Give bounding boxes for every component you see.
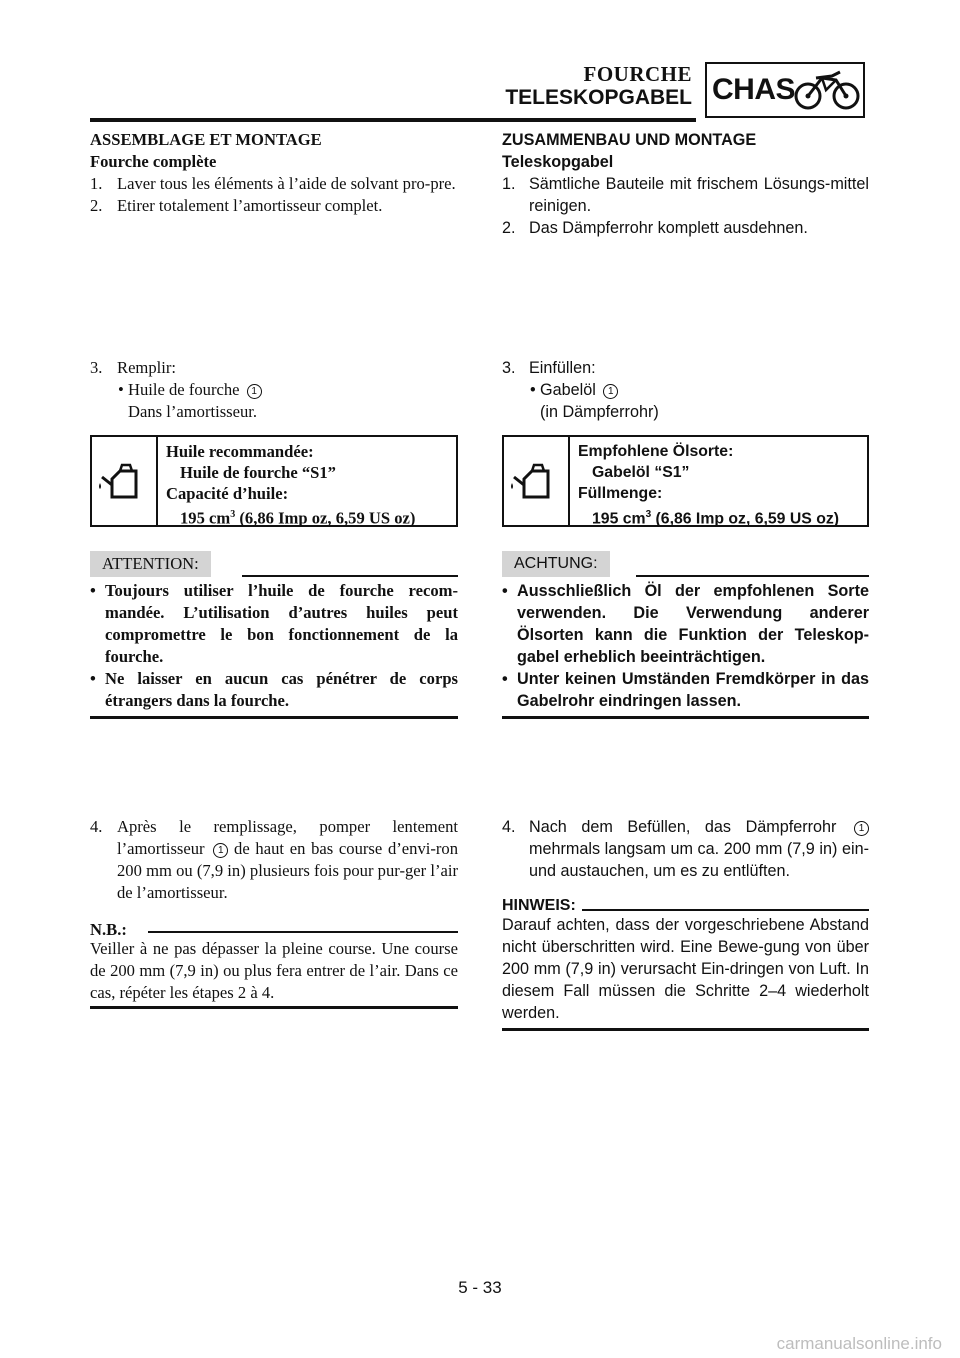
de-note-text: Darauf achten, dass der vorgeschriebene Abstand nicht überschritten wird. Eine Bewe-gung von über 200 mm (7,9 in) verursacht Ein-dringen von Luft. In diesem Fall müssen die Schritte 2–4 wiederholt werden. bbox=[502, 916, 869, 1022]
fr-caution-end-rule bbox=[90, 716, 458, 719]
header-title-de: TELESKOPGABEL bbox=[505, 86, 692, 109]
page-number: 5 - 33 bbox=[458, 1278, 502, 1297]
de-caution-end-rule bbox=[502, 716, 869, 719]
de-note-label: HINWEIS: bbox=[502, 897, 576, 914]
fr-step-1: 1. Laver tous les éléments à l’aide de solvant pro-pre. bbox=[90, 174, 456, 193]
de-caution-item: • Unter keinen Umständen Fremdkörper in das Gabelrohr eindringen lassen. bbox=[502, 670, 869, 710]
header-title-fr: FOURCHE bbox=[583, 62, 692, 86]
fr-step-4: 4. Après le remplissage, pomper lentement l’amortisseur 1 de haut en bas course d’envi-ron 200 mm ou (7,9 in) plusieurs fois pour pur-ger l’air de l’amortisseur. bbox=[90, 817, 458, 902]
fr-caution-rule bbox=[242, 575, 458, 577]
motorcycle-icon bbox=[792, 66, 862, 114]
fr-heading: ASSEMBLAGE ET MONTAGE bbox=[90, 130, 322, 149]
oil-can-icon bbox=[504, 437, 570, 525]
fr-step-3: 3. Remplir: • Huile de fourche 1 Dans l’amortisseur. bbox=[90, 357, 458, 423]
fr-note-text: Veiller à ne pas dépasser la pleine course. Une course de 200 mm (7,9 in) ou plus fera entrer de l’air. Dans ce cas, répéter les étapes 2 à 4. bbox=[90, 939, 458, 1002]
de-note-rule bbox=[582, 909, 869, 911]
de-step-2: 2. Das Dämpferrohr komplett ausdehnen. bbox=[502, 219, 808, 237]
de-caution-label: ACHTUNG: bbox=[502, 551, 610, 577]
ref-1-icon: 1 bbox=[854, 821, 869, 836]
fr-note-end-rule bbox=[90, 1006, 458, 1009]
de-spec-box: Empfohlene Ölsorte: Gabelöl “S1” Füllmenge: 195 $cm^3$ (6,86 Imp oz, 6,59 US oz) bbox=[502, 435, 869, 527]
de-step-3: 3. Einfüllen: • Gabelöl 1 (in Dämpferrohr) bbox=[502, 359, 659, 421]
fr-note-rule bbox=[148, 931, 458, 933]
de-note-end-rule bbox=[502, 1028, 869, 1031]
fr-caution-list bbox=[90, 580, 458, 712]
fr-note-label: N.B.: bbox=[90, 920, 127, 939]
de-caution-rule bbox=[636, 575, 869, 577]
fr-caution-label: ATTENTION: bbox=[90, 551, 211, 577]
header-rule bbox=[90, 118, 696, 122]
de-caution-item: • Ausschließlich Öl der empfohlenen Sorte verwenden. Die Verwendung anderer Ölsorten kann die Funktion der Teleskop-gabel erheblich beeinträchtigen. bbox=[502, 582, 869, 666]
watermark: carmanualsonline.info bbox=[776, 1334, 942, 1353]
de-heading: ZUSAMMENBAU UND MONTAGE bbox=[502, 131, 757, 149]
de-intro bbox=[502, 129, 869, 239]
section-label: CHAS bbox=[712, 73, 796, 106]
fr-caution-item: • Toujours utiliser l’huile de fourche recom-mandée. L’utilisation d’autres huiles peut compromettre le bon fonctionnement de la fourche. bbox=[90, 581, 458, 666]
de-step-1: 1. Sämtliche Bauteile mit frischem Lösungs-mittel reinigen. bbox=[502, 175, 869, 215]
de-caution-list bbox=[502, 580, 869, 712]
fr-intro bbox=[90, 129, 458, 217]
ref-1-icon: 1 bbox=[247, 384, 262, 399]
fr-caution-item: • Ne laisser en aucun cas pénétrer de corps étrangers dans la fourche. bbox=[90, 669, 458, 710]
fr-spec-box: Huile recommandée: Huile de fourche “S1” Capacité d’huile: 195 $cm^3$ (6,86 Imp oz, 6,59 US oz) bbox=[90, 435, 458, 527]
ref-1-icon: 1 bbox=[213, 843, 228, 858]
oil-can-icon bbox=[92, 437, 158, 525]
de-subheading: Teleskopgabel bbox=[502, 153, 614, 171]
de-step-4: 4. Nach dem Befüllen, das Dämpferrohr 1 mehrmals langsam um ca. 200 mm (7,9 in) ein- und austauchen, um es zu entlüften. bbox=[502, 818, 869, 880]
fr-step-2: 2. Etirer totalement l’amortisseur complet. bbox=[90, 196, 383, 215]
ref-1-icon: 1 bbox=[603, 384, 618, 399]
fr-subheading: Fourche complète bbox=[90, 152, 217, 171]
